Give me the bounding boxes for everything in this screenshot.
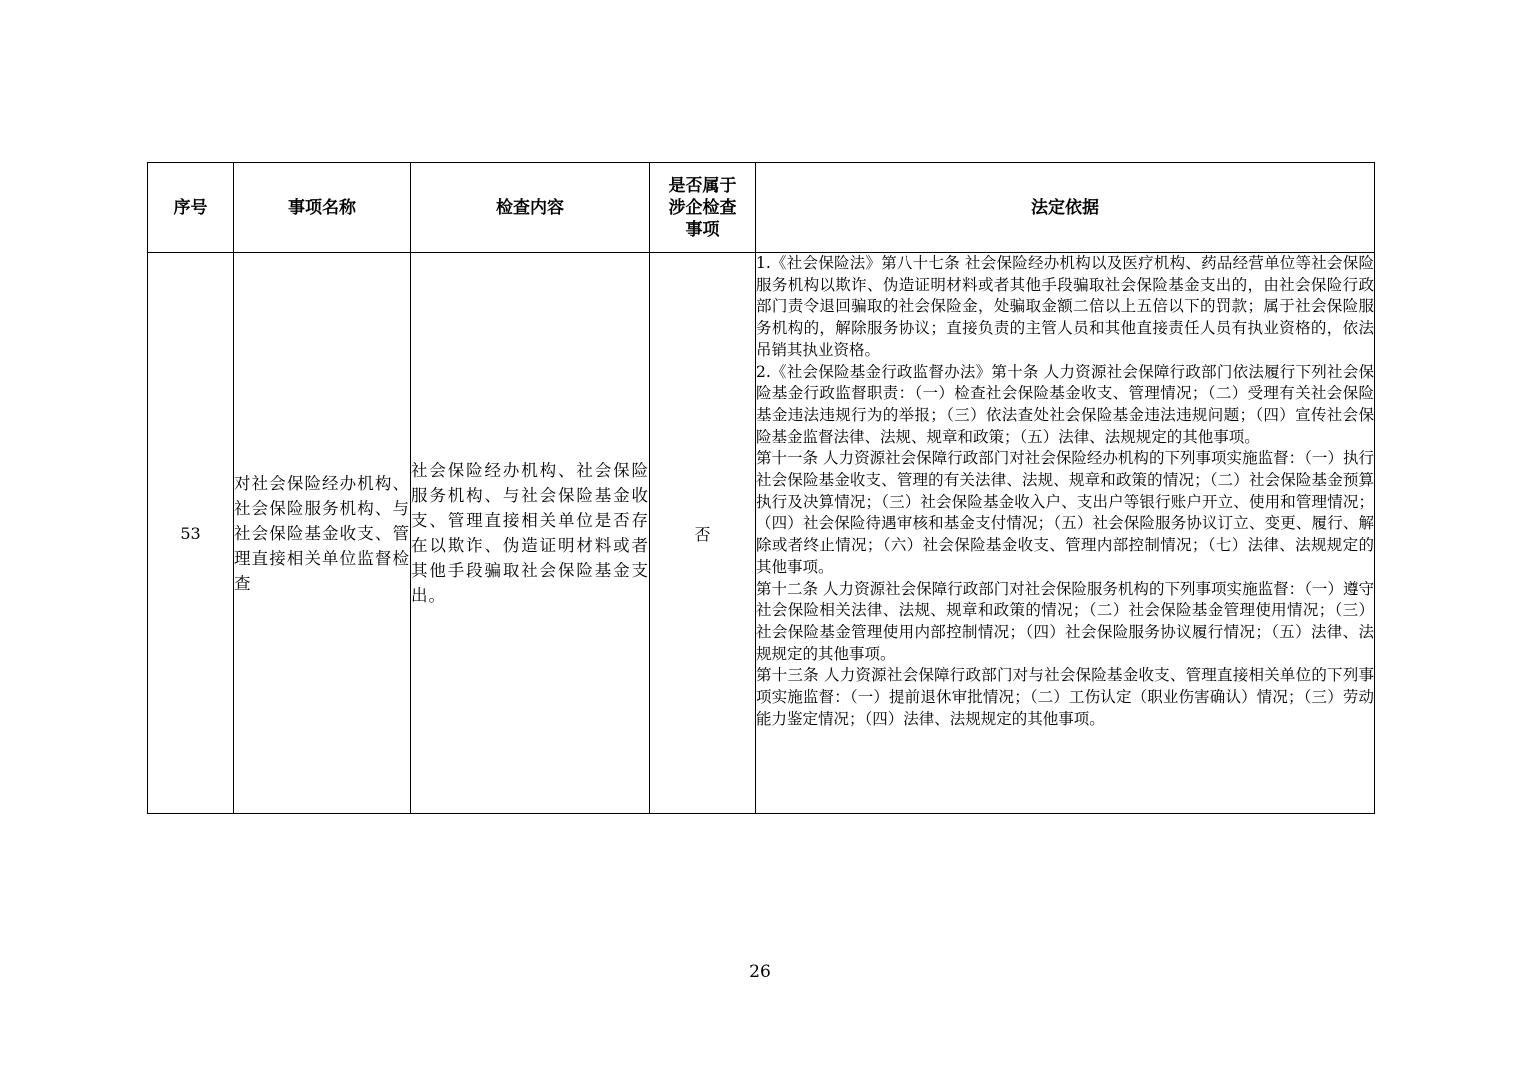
regulation-table: [147, 162, 1375, 814]
legal-basis-paragraph: 第十二条 人力资源社会保障行政部门对社会保险服务机构的下列事项实施监督：（一）遵守社会保险相关法律、法规、规章和政策的情况；（二）社会保险基金管理使用情况；（三）社会保险基金管理使用内部控制情况；（四）社会保险服务协议履行情况；（五）法律、法规规定的其他事项。: [756, 579, 1374, 663]
header-legal-basis: 法定依据: [756, 163, 1375, 253]
legal-basis-paragraph: 第十一条 人力资源社会保障行政部门对社会保险经办机构的下列事项实施监督：（一）执行社会保险基金收支、管理的有关法律、法规、规章和政策的情况；（二）社会保险基金预算执行及决算情况；（三）社会保险基金收入户、支出户等银行账户开立、使用和管理情况；（四）社会保险待遇审核和基金支付情况；（五）社会保险服务协议订立、变更、履行、解除或者终止情况；（六）社会保险基金收支、管理内部控制情况；（七）法律、法规规定的其他事项。: [756, 449, 1374, 576]
cell-legal-basis: [756, 253, 1375, 814]
cell-serial-number: 53: [148, 253, 234, 814]
table-row: [148, 253, 1375, 814]
legal-basis-paragraph: 第十三条 人力资源社会保障行政部门对与社会保险基金收支、管理直接相关单位的下列事项实施监督：（一）提前退休审批情况；（二）工伤认定（职业伤害确认）情况；（三）劳动能力鉴定情况；（四）法律、法规规定的其他事项。: [756, 666, 1374, 728]
header-enterprise-check: [650, 163, 756, 253]
header-item-name: 事项名称: [234, 163, 411, 253]
cell-inspection-content: 社会保险经办机构、社会保险服务机构、与社会保险基金收支、管理直接相关单位是否存在以欺诈、伪造证明材料或者其他手段骗取社会保险基金支出。: [411, 253, 650, 814]
header-enterprise-check-line1: 是否属于: [668, 175, 737, 196]
cell-item-name: 对社会保险经办机构、社会保险服务机构、与社会保险基金收支、管理直接相关单位监督检查: [234, 253, 411, 814]
header-inspection-content: 检查内容: [411, 163, 650, 253]
cell-enterprise-check: 否: [650, 253, 756, 814]
header-serial-number: 序号: [148, 163, 234, 253]
legal-basis-paragraph: 1.《社会保险法》第八十七条 社会保险经办机构以及医疗机构、药品经营单位等社会保险服务机构以欺诈、伪造证明材料或者其他手段骗取社会保险基金支出的，由社会保险行政部门责令退回骗取的社会保险金，处骗取金额二倍以上五倍以下的罚款；属于社会保险服务机构的，解除服务协议；直接负责的主管人员和其他直接责任人员有执业资格的，依法吊销其执业资格。: [756, 254, 1374, 359]
page-number: 26: [749, 962, 771, 982]
header-enterprise-check-line2: 涉企检查: [668, 197, 737, 218]
table-header-row: [148, 163, 1375, 253]
legal-basis-paragraph: 2.《社会保险基金行政监督办法》第十条 人力资源社会保障行政部门依法履行下列社会保险基金行政监督职责：（一）检查社会保险基金收支、管理情况；（二）受理有关社会保险基金违法违规行为的举报；（三）依法查处社会保险基金违法违规问题；（四）宣传社会保险基金监督法律、法规、规章和政策；（五）法律、法规规定的其他事项。: [756, 362, 1374, 446]
header-enterprise-check-line3: 事项: [685, 219, 720, 240]
